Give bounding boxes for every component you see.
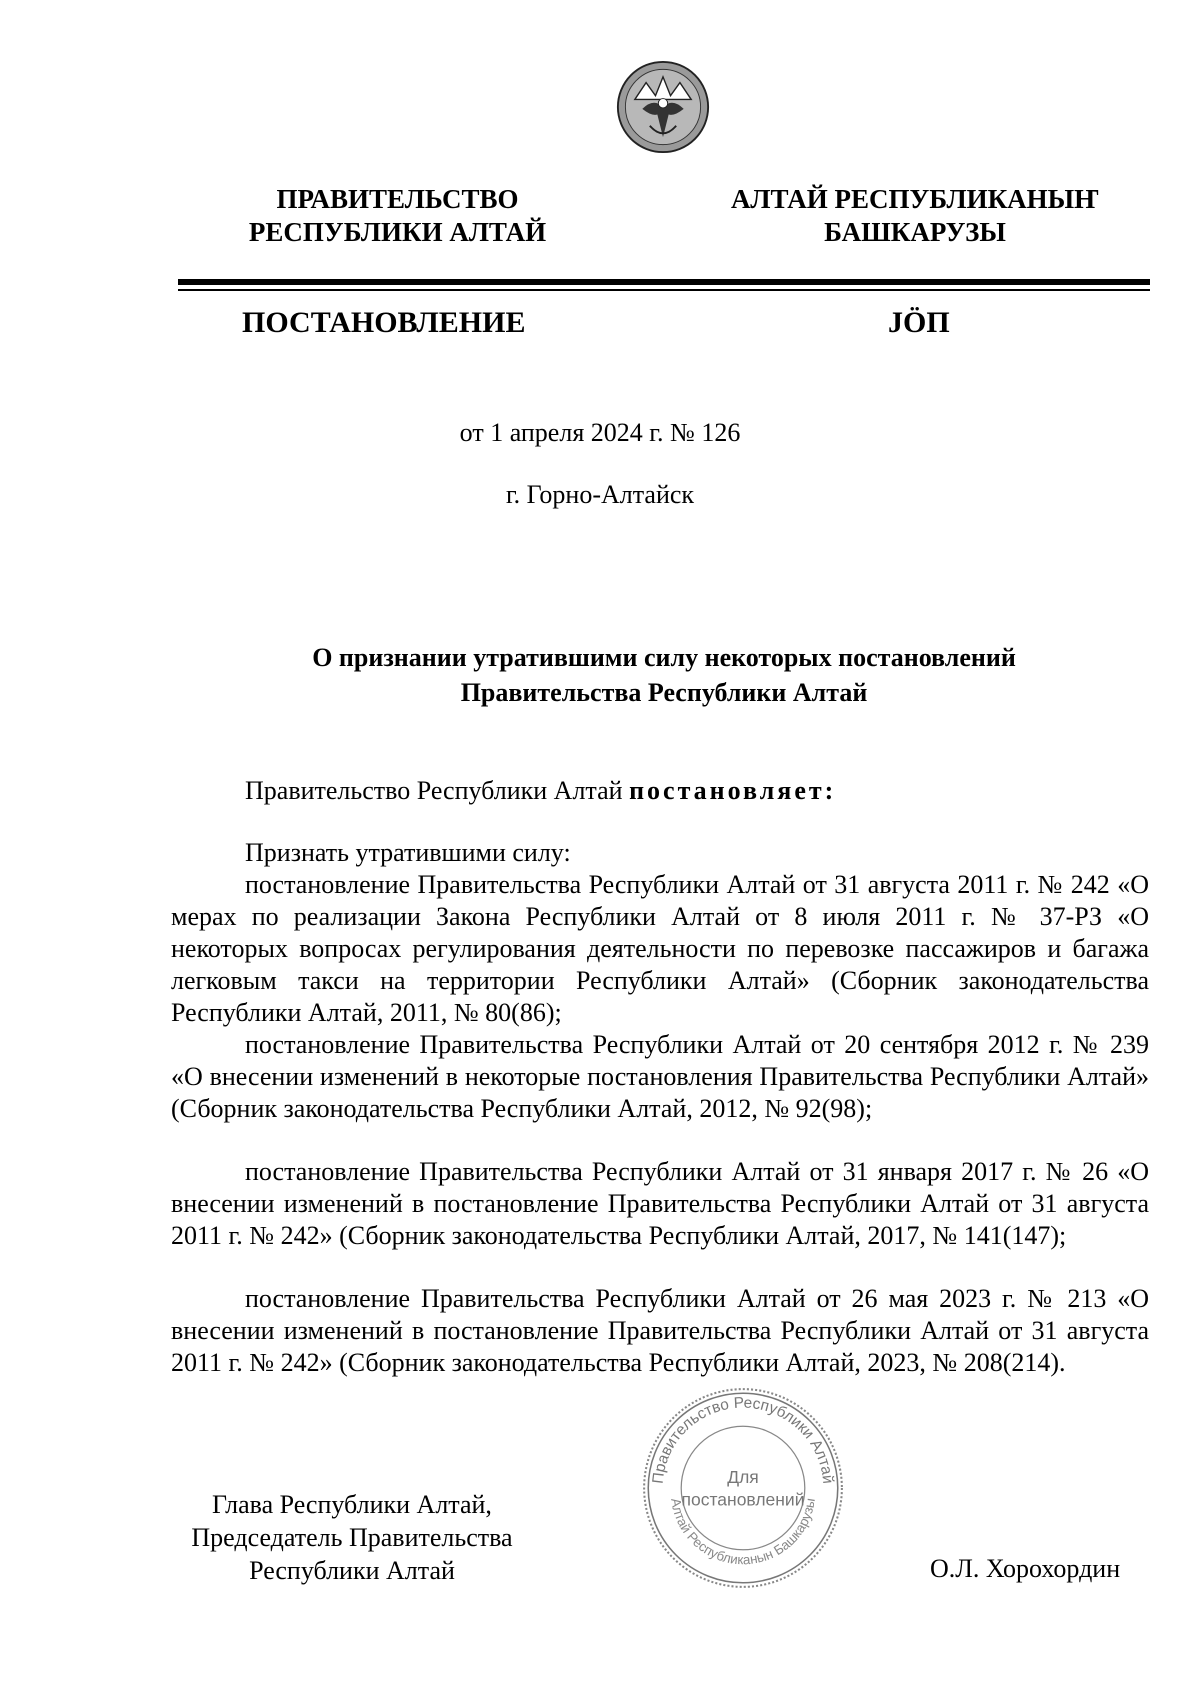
repealed-item: постановление Правительства Республики Алтай от 31 августа 2011 г. № 242 «О мерах по реализации Закона Республики Алтай от 8 июля 2011 г. № 37-РЗ «О некоторых вопросах регулирования деятельности по перевозке пассажиров и багажа легковым такси на территории Республики Алтай» (Сборник законодательства Республики Алтай, 2011, № 80(86); — [171, 870, 1149, 1027]
coat-of-arms-emblem-icon — [616, 60, 710, 154]
seal-center-line-1: Для — [727, 1466, 759, 1487]
decree-verb: постановляет: — [629, 776, 837, 805]
doc-type-ru: ПОСТАНОВЛЕНИЕ — [242, 306, 526, 339]
signatory-position — [162, 1488, 542, 1587]
document-title — [178, 640, 1150, 710]
decree-line — [245, 775, 836, 807]
header-right-line-1: АЛТАЙ РЕСПУБЛИКАНЫҤ — [730, 184, 1100, 214]
repealed-item: постановление Правительства Республики Алтай от 31 января 2017 г. № 26 «О внесении изменений в постановление Правительства Республики Алтай от 31 августа 2011 г. № 242» (Сборник законодательства Республики Алтай, 2017, № 141(147); — [171, 1157, 1149, 1250]
signatory-name: О.Л. Хорохордин — [930, 1554, 1121, 1583]
seal-bottom-text: Алтай Республиканын Башкарузы — [668, 1497, 818, 1568]
header-right-line-2: БАШКАРУЗЫ — [824, 217, 1006, 247]
city-line: г. Горно-Алтайск — [505, 480, 695, 509]
header-left-line-2: РЕСПУБЛИКИ АЛТАЙ — [248, 217, 547, 247]
seal-center-line-2: постановлений — [681, 1489, 805, 1510]
date-number-line: от 1 апреля 2024 г. № 126 — [459, 418, 741, 447]
repealed-item: постановление Правительства Республики Алтай от 26 мая 2023 г. № 213 «О внесении изменений в постановление Правительства Республики Алтай от 31 августа 2011 г. № 242» (Сборник законодательства Республики Алтай, 2023, № 208(214). — [171, 1284, 1149, 1377]
intro-line: Признать утратившими силу: — [245, 838, 571, 867]
signatory-position-line-3: Республики Алтай — [249, 1556, 455, 1585]
header-left-line-1: ПРАВИТЕЛЬСТВО — [276, 184, 519, 214]
official-seal-stamp — [640, 1385, 846, 1591]
header-divider-thin — [178, 289, 1150, 291]
signatory-position-line-2: Председатель Правительства — [191, 1523, 513, 1552]
doc-type-alt: JӦП — [888, 306, 950, 339]
title-line-1: О признании утратившими силу некоторых постановлений — [312, 643, 1016, 672]
repealed-item: постановление Правительства Республики Алтай от 20 сентября 2012 г. № 239 «О внесении изменений в некоторые постановления Правительства Республики Алтай» (Сборник законодательства Республики Алтай, 2012, № 92(98); — [171, 1030, 1149, 1123]
header-left-ru — [210, 183, 585, 249]
signatory-position-line-1: Глава Республики Алтай, — [212, 1490, 492, 1519]
header-right-alt — [695, 183, 1135, 249]
header-divider-thick — [178, 279, 1150, 285]
title-line-2: Правительства Республики Алтай — [460, 678, 868, 707]
seal-outer-text: Правительство Республики Алтай — [649, 1394, 837, 1485]
decree-prefix: Правительство Республики Алтай — [245, 776, 623, 805]
